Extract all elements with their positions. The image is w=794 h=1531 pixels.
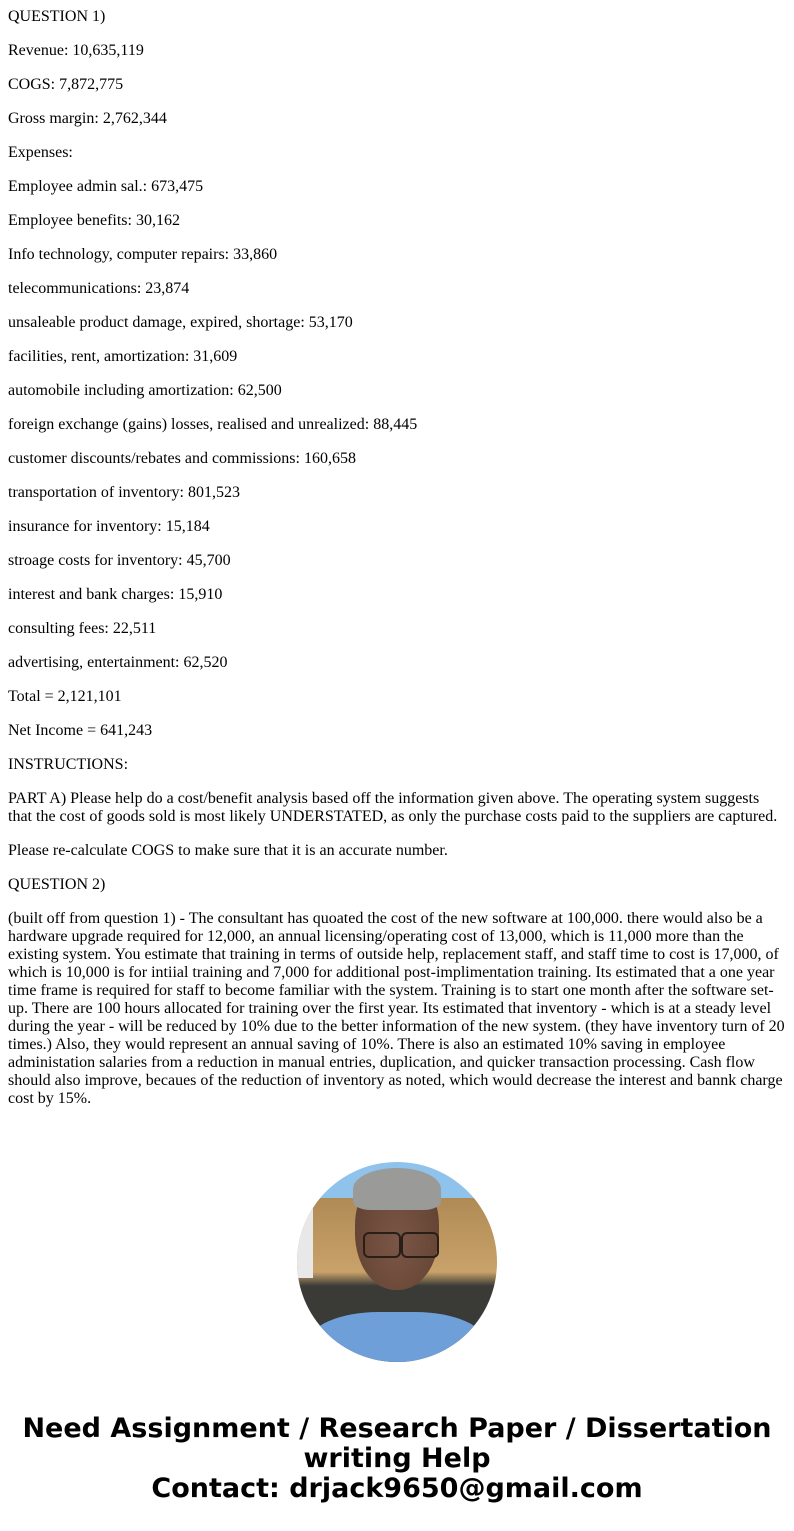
document-paragraph: Net Income = 641,243 bbox=[8, 722, 153, 739]
document-paragraph: Expenses: bbox=[8, 144, 73, 161]
photo-glasses-left bbox=[363, 1232, 401, 1258]
promo-line-2: writing Help bbox=[303, 1443, 491, 1474]
document-paragraph: unsaleable product damage, expired, shortage: 53,170 bbox=[8, 314, 353, 331]
document-paragraph: Employee admin sal.: 673,475 bbox=[8, 178, 204, 195]
photo-container bbox=[0, 1162, 794, 1362]
document-paragraph: transportation of inventory: 801,523 bbox=[8, 484, 240, 501]
document-paragraph: interest and bank charges: 15,910 bbox=[8, 586, 223, 603]
promo-footer bbox=[0, 1414, 794, 1504]
document-paragraph: foreign exchange (gains) losses, realised and unrealized: 88,445 bbox=[8, 416, 418, 433]
document-paragraph: stroage costs for inventory: 45,700 bbox=[8, 552, 231, 569]
document-paragraph: QUESTION 1) bbox=[8, 8, 106, 25]
photo-wall bbox=[297, 1198, 313, 1278]
document-paragraph: Revenue: 10,635,119 bbox=[8, 42, 144, 59]
document-paragraph: QUESTION 2) bbox=[8, 876, 106, 893]
photo-hair bbox=[353, 1168, 441, 1210]
document-paragraph: telecommunications: 23,874 bbox=[8, 280, 190, 297]
document-paragraph: Gross margin: 2,762,344 bbox=[8, 110, 167, 127]
document-paragraph: COGS: 7,872,775 bbox=[8, 76, 124, 93]
document-paragraph: customer discounts/rebates and commissions: 160,658 bbox=[8, 450, 356, 467]
document-paragraph: PART A) Please help do a cost/benefit analysis based off the information given above. The operating system suggests that the cost of goods sold is most likely UNDERSTATED, as only the purchase costs paid to the suppliers are captured. bbox=[8, 790, 778, 825]
document-paragraph: Total = 2,121,101 bbox=[8, 688, 122, 705]
document-paragraph: consulting fees: 22,511 bbox=[8, 620, 157, 637]
promo-contact: Contact: drjack9650@gmail.com bbox=[151, 1473, 643, 1504]
author-photo bbox=[297, 1162, 497, 1362]
document-paragraph: (built off from question 1) - The consultant has quoated the cost of the new software at 100,000. there would also be a hardware upgrade required for 12,000, an annual licensing/operating cost of 13,000, which is 11,000 more than the existing system. You estimate that training in terms of outside help, replacement staff, and staff time to cost is 17,000, of which is 10,000 is for intiial training and 7,000 for additional post-implimentation training. Its estimated that a one year time frame is required for staff to become familiar with the system. Training is to start one month after the software set-up. There are 100 hours allocated for training over the first year. Its estimated that inventory - which is at a steady level during the year - will be reduced by 10% due to the better information of the new system. (they have inventory turn of 20 times.) Also, they would represent an annual saving of 10%. There is also an estimated 10% saving in employee administation salaries from a reduction in manual entries, duplication, and quicker transaction processing. Cash flow should also improve, becaues of the reduction of inventory as noted, which would decrease the interest and bannk charge cost by 15%. bbox=[8, 910, 785, 1107]
document-paragraph: INSTRUCTIONS: bbox=[8, 756, 129, 773]
photo-glasses-right bbox=[401, 1232, 439, 1258]
document-paragraph: Info technology, computer repairs: 33,860 bbox=[8, 246, 278, 263]
document-body bbox=[0, 8, 794, 1108]
document-paragraph: facilities, rent, amortization: 31,609 bbox=[8, 348, 238, 365]
document-paragraph: Please re-calculate COGS to make sure that it is an accurate number. bbox=[8, 842, 448, 859]
document-paragraph: Employee benefits: 30,162 bbox=[8, 212, 180, 229]
document-paragraph: advertising, entertainment: 62,520 bbox=[8, 654, 228, 671]
document-paragraph: automobile including amortization: 62,500 bbox=[8, 382, 282, 399]
photo-shirt bbox=[307, 1312, 487, 1362]
promo-line-1: Need Assignment / Research Paper / Dissertation bbox=[22, 1413, 772, 1444]
document-paragraph: insurance for inventory: 15,184 bbox=[8, 518, 210, 535]
